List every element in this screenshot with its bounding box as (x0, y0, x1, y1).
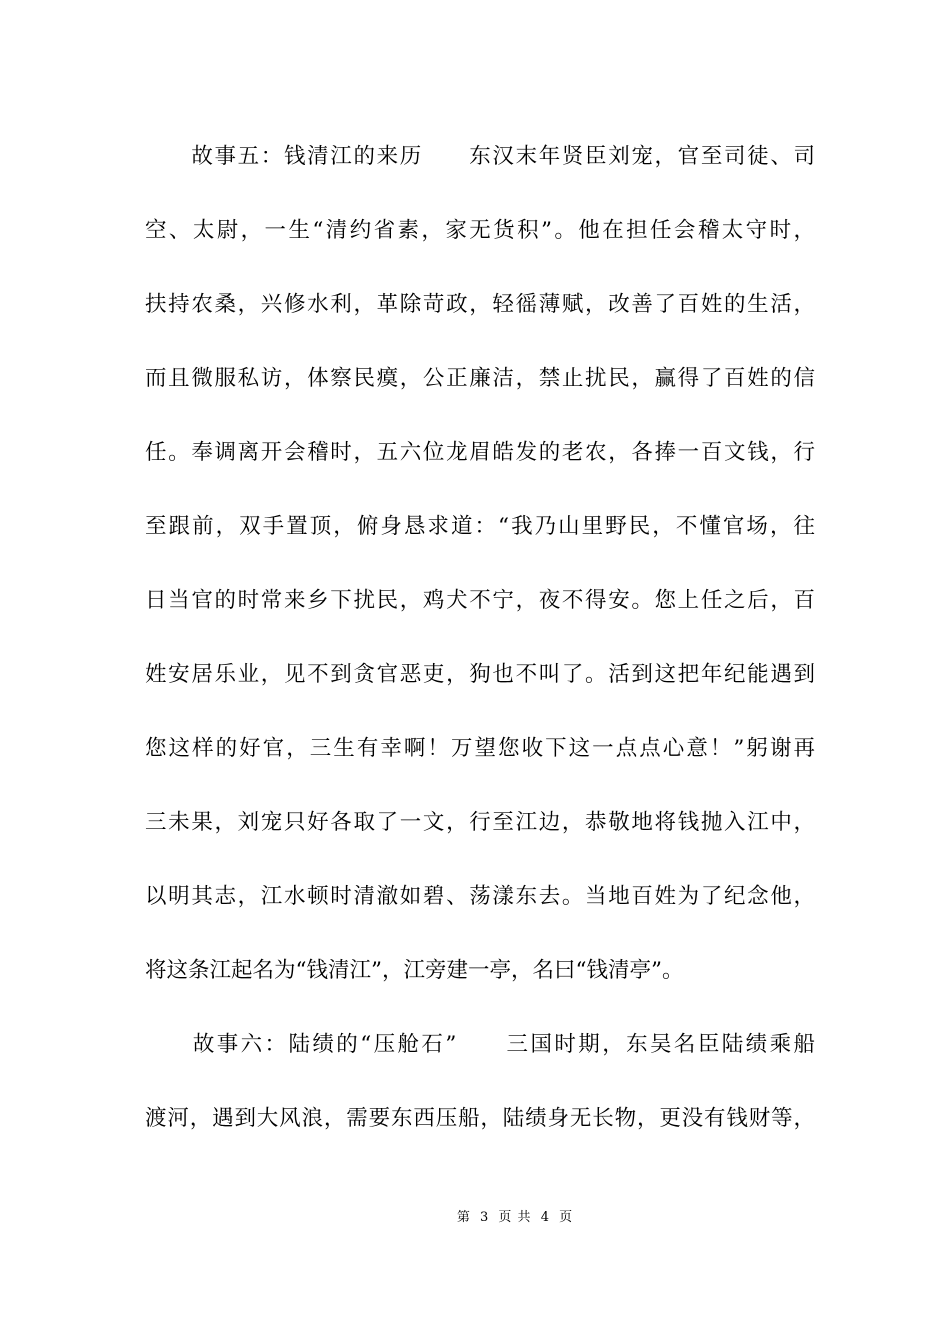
text-line: 您这样的好官，三生有幸啊！万望您收下这一点点心意！”躬谢再 (145, 736, 815, 761)
text-line: 将这条江起名为“钱清江”，江旁建一亭，名曰“钱清亭”。 (145, 958, 684, 983)
text-line: 渡河，遇到大风浪，需要东西压船，陆绩身无长物，更没有钱财等， (145, 1106, 815, 1131)
page-footer (0, 1208, 950, 1228)
footer-total-pages: 4 (540, 1210, 550, 1225)
body-text (145, 132, 815, 1168)
text-line: 三未果，刘宠只好各取了一文，行至江边，恭敬地将钱抛入江中， (145, 810, 815, 835)
footer-current-page: 3 (480, 1210, 490, 1225)
text-line: 故事六：陆绩的“压舱石” 三国时期，东吴名臣陆绩乘船 (145, 1032, 815, 1057)
footer-middle: 页 共 (498, 1210, 532, 1225)
footer-prefix: 第 (456, 1210, 471, 1225)
text-line: 日当官的时常来乡下扰民，鸡犬不宁，夜不得安。您上任之后，百 (145, 588, 815, 613)
text-line: 故事五：钱清江的来历 东汉末年贤臣刘宠，官至司徒、司 (145, 144, 815, 169)
text-line: 扶持农桑，兴修水利，革除苛政，轻徭薄赋，改善了百姓的生活， (145, 292, 815, 317)
text-line: 姓安居乐业，见不到贪官恶吏，狗也不叫了。活到这把年纪能遇到 (145, 662, 815, 687)
footer-suffix: 页 (559, 1210, 574, 1225)
text-line: 空、太尉，一生“清约省素，家无货积”。他在担任会稽太守时， (145, 218, 815, 243)
text-line: 任。奉调离开会稽时，五六位龙眉皓发的老农，各捧一百文钱，行 (145, 440, 815, 465)
text-line: 至跟前，双手置顶，俯身恳求道：“我乃山里野民，不懂官场，往 (145, 514, 815, 539)
text-line: 以明其志，江水顿时清澈如碧、荡漾东去。当地百姓为了纪念他， (145, 884, 815, 909)
text-line: 而且微服私访，体察民瘼，公正廉洁，禁止扰民，赢得了百姓的信 (145, 366, 815, 391)
